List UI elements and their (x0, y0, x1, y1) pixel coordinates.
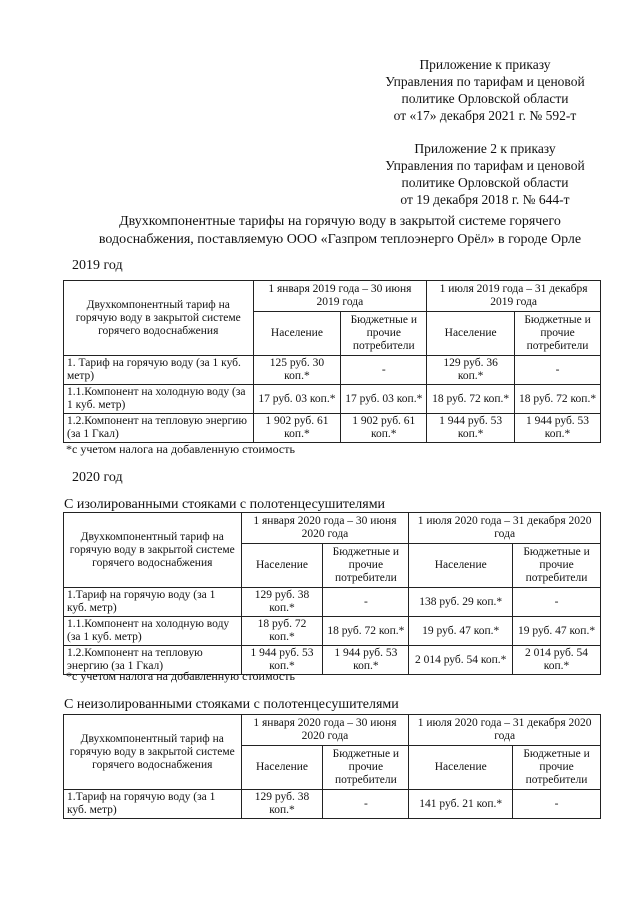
value-cell: 19 руб. 47 коп.* (513, 617, 601, 646)
appendix-line: Приложение 2 к приказу (414, 141, 556, 156)
population-header: Население (409, 544, 513, 588)
value-cell: - (341, 356, 427, 385)
budget-header: Бюджетные и прочие потребители (323, 544, 409, 588)
table-row (64, 414, 601, 443)
title-line-2: водоснабжения, поставляемую ООО «Газпром теплоэнерго Орёл» в городе Орле (98, 232, 582, 247)
value-cell: 129 руб. 36 коп.* (427, 356, 515, 385)
value-cell: - (515, 356, 601, 385)
value-cell: 1 944 руб. 53 коп.* (241, 646, 323, 675)
footnote-vat: *с учетом налога на добавленную стоимость (66, 669, 295, 683)
tariff-table-2020-noninsulated (63, 714, 601, 819)
value-cell: 138 руб. 29 коп.* (409, 588, 513, 617)
appendix-line: Приложение к приказу (419, 57, 551, 72)
value-cell: - (513, 790, 601, 819)
appendix-line: политике Орловской области (401, 175, 569, 190)
period-1-header: 1 января 2020 года – 30 июня 2020 года (241, 513, 409, 544)
population-header: Население (241, 746, 323, 790)
value-cell: - (513, 588, 601, 617)
header-label-cell: Двухкомпонентный тариф на горячую воду в закрытой системе горячего водоснабжения (64, 281, 254, 356)
row-label: 1.1.Компонент на холодную воду (за 1 куб. метр) (64, 617, 242, 646)
budget-header: Бюджетные и прочие потребители (513, 544, 601, 588)
value-cell: 18 руб. 72 коп.* (427, 385, 515, 414)
budget-header: Бюджетные и прочие потребители (513, 746, 601, 790)
value-cell: 129 руб. 38 коп.* (241, 790, 323, 819)
budget-header: Бюджетные и прочие потребители (341, 312, 427, 356)
table-row (64, 790, 601, 819)
title-line-1: Двухкомпонентные тарифы на горячую воду в закрытой системе горячего (119, 214, 561, 229)
table-row (64, 356, 601, 385)
value-cell: 1 944 руб. 53 коп.* (515, 414, 601, 443)
population-header: Население (253, 312, 341, 356)
row-label: 1.Тариф на горячую воду (за 1 куб. метр) (64, 588, 242, 617)
value-cell: - (323, 790, 409, 819)
period-1-header: 1 января 2020 года – 30 июня 2020 года (241, 715, 409, 746)
value-cell: 17 руб. 03 коп.* (253, 385, 341, 414)
period-2-header: 1 июля 2020 года – 31 декабря 2020 года (409, 715, 601, 746)
appendix-line: Управления по тарифам и ценовой (385, 158, 585, 173)
tariff-table-2019 (63, 280, 601, 443)
period-2-header: 1 июля 2020 года – 31 декабря 2020 года (409, 513, 601, 544)
value-cell: 1 902 руб. 61 коп.* (341, 414, 427, 443)
value-cell: 19 руб. 47 коп.* (409, 617, 513, 646)
value-cell: 2 014 руб. 54 коп.* (513, 646, 601, 675)
row-label: 1.Тариф на горячую воду (за 1 куб. метр) (64, 790, 242, 819)
year-2020-heading: 2020 год (72, 470, 123, 485)
table-row (64, 588, 601, 617)
table-row (64, 617, 601, 646)
value-cell: 2 014 руб. 54 коп.* (409, 646, 513, 675)
population-header: Население (427, 312, 515, 356)
value-cell: 18 руб. 72 коп.* (323, 617, 409, 646)
budget-header: Бюджетные и прочие потребители (515, 312, 601, 356)
appendix-line: от 19 декабря 2018 г. № 644-т (400, 192, 570, 207)
value-cell: - (323, 588, 409, 617)
header-label-cell: Двухкомпонентный тариф на горячую воду в закрытой системе горячего водоснабжения (64, 715, 242, 790)
row-label: 1.2.Компонент на тепловую энергию (за 1 Гкал) (64, 646, 242, 675)
period-1-header: 1 января 2019 года – 30 июня 2019 года (253, 281, 427, 312)
budget-header: Бюджетные и прочие потребители (323, 746, 409, 790)
footnote-vat: *с учетом налога на добавленную стоимость (66, 442, 295, 456)
value-cell: 18 руб. 72 коп.* (241, 617, 323, 646)
value-cell: 1 944 руб. 53 коп.* (427, 414, 515, 443)
tariff-table-2020-insulated (63, 512, 601, 675)
header-label-cell: Двухкомпонентный тариф на горячую воду в закрытой системе горячего водоснабжения (64, 513, 242, 588)
appendix-1-note (360, 56, 610, 124)
appendix-line: от «17» декабря 2021 г. № 592-т (393, 108, 577, 123)
document-title (60, 213, 620, 249)
subheading-noninsulated: С неизолированными стояками с полотенцесушителями (64, 697, 399, 712)
value-cell: 18 руб. 72 коп.* (515, 385, 601, 414)
appendix-line: политике Орловской области (401, 91, 569, 106)
subheading-insulated: С изолированными стояками с полотенцесушителями (64, 497, 386, 512)
row-label: 1.1.Компонент на холодную воду (за 1 куб. метр) (64, 385, 254, 414)
appendix-line: Управления по тарифам и ценовой (385, 74, 585, 89)
period-2-header: 1 июля 2019 года – 31 декабря 2019 года (427, 281, 601, 312)
value-cell: 141 руб. 21 коп.* (409, 790, 513, 819)
row-label: 1. Тариф на горячую воду (за 1 куб. метр) (64, 356, 254, 385)
value-cell: 125 руб. 30 коп.* (253, 356, 341, 385)
row-label: 1.2.Компонент на тепловую энергию (за 1 Гкал) (64, 414, 254, 443)
value-cell: 129 руб. 38 коп.* (241, 588, 323, 617)
population-header: Население (241, 544, 323, 588)
table-row (64, 385, 601, 414)
value-cell: 1 944 руб. 53 коп.* (323, 646, 409, 675)
population-header: Население (409, 746, 513, 790)
value-cell: 1 902 руб. 61 коп.* (253, 414, 341, 443)
value-cell: 17 руб. 03 коп.* (341, 385, 427, 414)
year-2019-heading: 2019 год (72, 258, 123, 273)
appendix-2-note (360, 140, 610, 208)
